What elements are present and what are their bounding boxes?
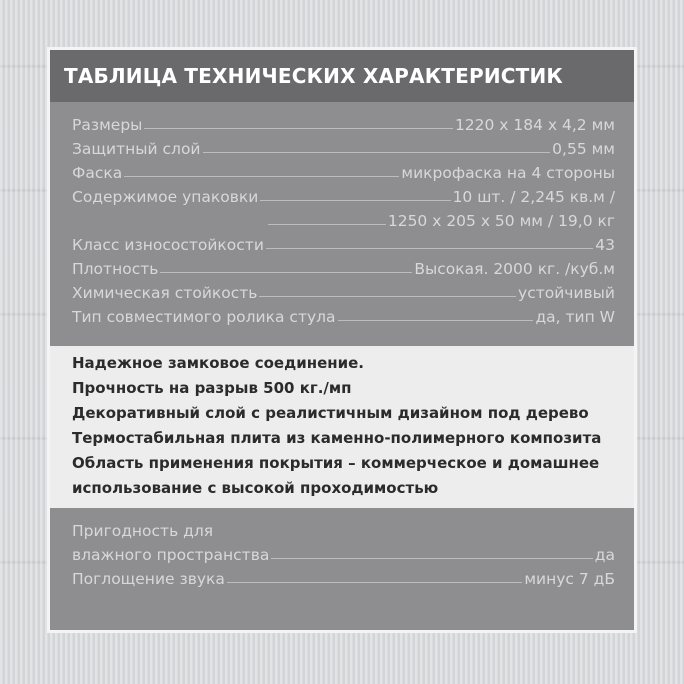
spec-row-wear-class — [72, 230, 615, 254]
spec-value: 0,55 мм — [552, 140, 615, 158]
humidity-row — [72, 540, 615, 564]
table-title — [50, 50, 634, 102]
spec-label: Защитный слой — [72, 140, 201, 158]
spec-row-chemical — [72, 278, 615, 302]
table-title-text: ТАБЛИЦА ТЕХНИЧЕСКИХ ХАРАКТЕРИСТИК — [64, 64, 563, 88]
leader-line — [124, 176, 399, 177]
humidity-label-line1: Пригодность для — [72, 522, 214, 540]
spec-row-wear-layer — [72, 134, 615, 158]
sound-value: минус 7 дБ — [524, 570, 615, 588]
spec-row-size — [72, 110, 615, 134]
leader-line — [268, 224, 386, 225]
spec-value: микрофаска на 4 стороны — [401, 164, 615, 182]
feature-item: Прочность на разрыв 500 кг./мп — [72, 379, 352, 397]
leader-line — [260, 200, 450, 201]
humidity-label: влажного пространства — [72, 546, 270, 564]
leader-line — [266, 248, 593, 249]
feature-item: Декоративный слой с реалистичным дизайном под дерево — [72, 404, 589, 422]
spec-label: Содержимое упаковки — [72, 188, 259, 206]
specs-section — [50, 102, 634, 346]
spec-row-package — [72, 182, 615, 206]
spec-value: 1250 x 205 x 50 мм / 19,0 кг — [387, 212, 615, 230]
feature-item: Надежное замковое соединение. — [72, 354, 365, 372]
spec-label: Класс износостойкости — [72, 236, 264, 254]
spec-label: Тип совместимого ролика стула — [72, 308, 336, 326]
features-section — [50, 346, 634, 508]
feature-item: использование с высокой проходимостью — [72, 479, 439, 497]
humidity-label-line1-row — [72, 516, 615, 540]
leader-line — [203, 152, 551, 153]
spec-row-bevel — [72, 158, 615, 182]
spec-row-package-cont — [266, 206, 615, 230]
spec-value: да, тип W — [535, 308, 615, 326]
spec-label: Фаска — [72, 164, 123, 182]
spec-panel — [47, 47, 637, 633]
spec-value: 43 — [595, 236, 615, 254]
spec-row-density — [72, 254, 615, 278]
humidity-value: да — [594, 546, 615, 564]
sound-row — [72, 564, 615, 588]
leader-line — [338, 320, 534, 321]
spec-value: 1220 x 184 x 4,2 мм — [454, 116, 615, 134]
spec-row-chair-caster — [72, 302, 615, 326]
spec-label: Плотность — [72, 260, 159, 278]
spec-label: Химическая стойкость — [72, 284, 258, 302]
feature-item: Область применения покрытия – коммерческое и домашнее — [72, 454, 600, 472]
leader-line — [227, 582, 522, 583]
leader-line — [160, 272, 412, 273]
leader-line — [259, 296, 516, 297]
sound-label: Поглощение звука — [72, 570, 225, 588]
spec-value: 10 шт. / 2,245 кв.м / — [452, 188, 615, 206]
spec-value: устойчивый — [518, 284, 615, 302]
feature-item: Термостабильная плита из каменно-полимерного композита — [72, 429, 602, 447]
leader-line — [271, 558, 592, 559]
spec-label: Размеры — [72, 116, 143, 134]
leader-line — [144, 128, 453, 129]
bottom-section — [50, 508, 634, 630]
spec-value: Высокая. 2000 кг. /куб.м — [414, 260, 615, 278]
